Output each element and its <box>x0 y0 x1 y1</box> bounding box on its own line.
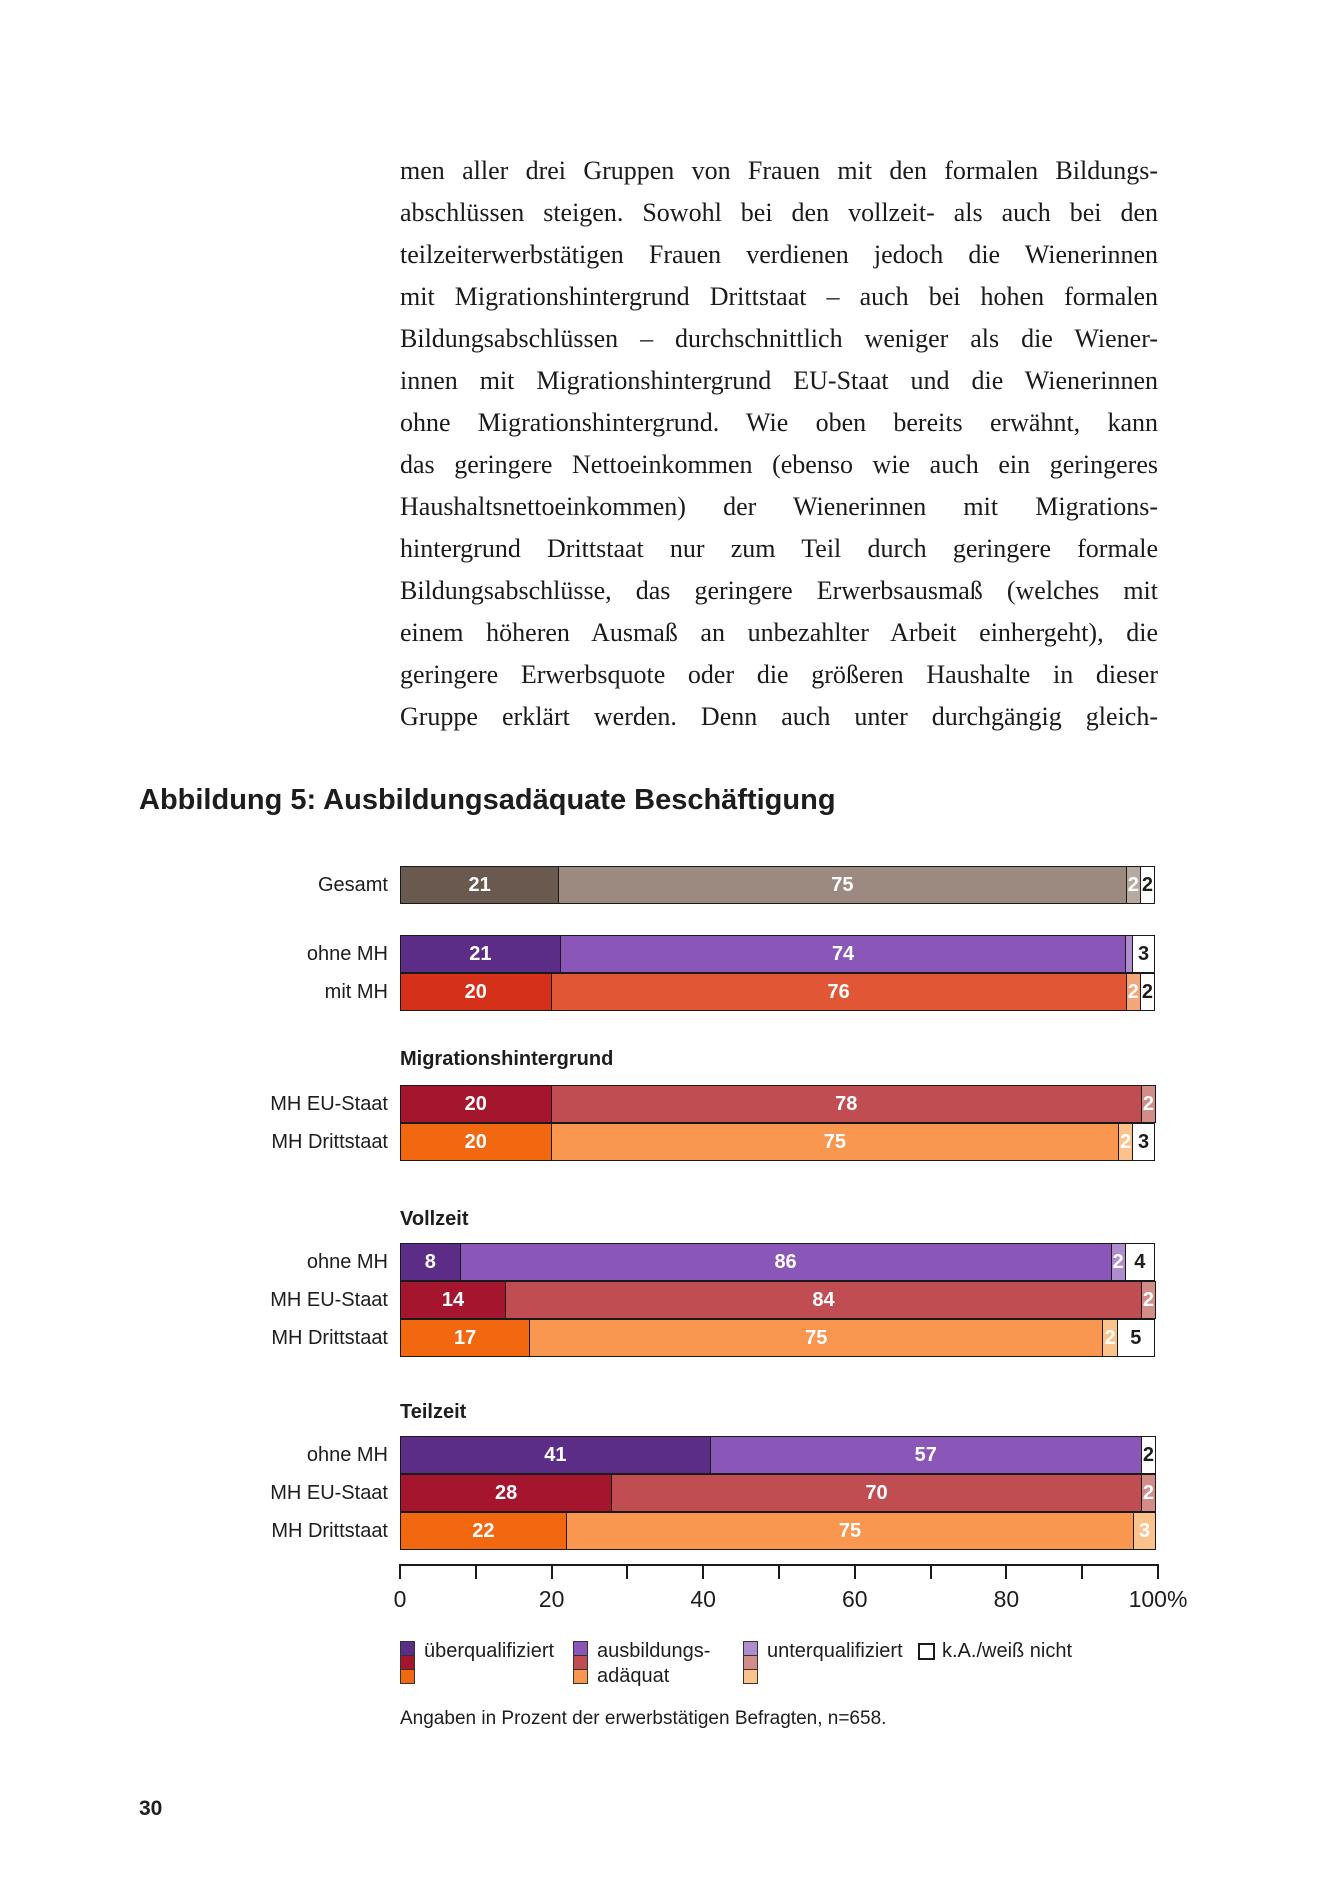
axis-tick <box>778 1564 780 1579</box>
legend-swatch <box>400 1669 415 1684</box>
row-label: MH EU-Staat <box>270 1288 388 1311</box>
text-line: geringere Erwerbsquote oder die größeren Haushalte in dieser <box>400 660 1158 689</box>
stacked-bar <box>400 1281 1158 1319</box>
legend-swatch <box>743 1669 758 1684</box>
bar-segment: 75 <box>566 1512 1135 1550</box>
legend-swatch <box>743 1655 758 1670</box>
text-line: hintergrund Drittstaat nur zum Teil durch geringere formale <box>400 534 1158 563</box>
chart-row <box>0 1243 1158 1281</box>
bar-segment: 41 <box>400 1436 711 1474</box>
row-label: MH Drittstaat <box>271 1130 388 1153</box>
bar-segment: 4 <box>1125 1243 1155 1281</box>
row-label: MH Drittstaat <box>271 1519 388 1542</box>
stacked-bar <box>400 973 1158 1011</box>
bar-segment: 75 <box>558 866 1127 904</box>
bar-segment: 5 <box>1117 1319 1155 1357</box>
axis-tick <box>854 1564 856 1579</box>
bar-segment: 2 <box>1141 1085 1156 1123</box>
legend-swatch-white <box>918 1643 935 1660</box>
stacked-bar <box>400 1512 1158 1550</box>
axis-tick-label: 60 <box>842 1586 868 1612</box>
bar-segment: 8 <box>400 1243 461 1281</box>
bar-segment: 75 <box>551 1123 1120 1161</box>
stacked-bar <box>400 1436 1158 1474</box>
axis-tick <box>551 1564 553 1579</box>
axis-tick-label: 0 <box>393 1586 407 1612</box>
legend-label-line: adäquat <box>597 1665 670 1687</box>
bar-segment: 2 <box>1140 973 1155 1011</box>
bar-segment: 2 <box>1126 973 1141 1011</box>
legend-label <box>942 1639 1072 1664</box>
chart-row <box>0 866 1158 904</box>
axis-tick <box>399 1564 401 1579</box>
legend-label-line: ausbildungs- <box>597 1640 711 1662</box>
text-line: teilzeiterwerbstätigen Frauen verdienen jedoch die Wienerinnen <box>400 240 1158 269</box>
text-line: Gruppe erklärt werden. Denn auch unter durchgängig gleich- <box>400 702 1158 731</box>
axis-tick-label: 40 <box>690 1586 716 1612</box>
legend-swatch-stack <box>743 1642 758 1684</box>
chart-row <box>0 1085 1158 1123</box>
legend-swatch <box>573 1655 588 1670</box>
bar-segment: 17 <box>400 1319 530 1357</box>
bar-segment: 20 <box>400 1123 552 1161</box>
axis-tick-label: 20 <box>538 1586 565 1612</box>
stacked-bar <box>400 866 1158 904</box>
chart-caption: Angaben in Prozent der erwerbstätigen Befragten, n=658. <box>400 1708 887 1729</box>
legend-swatch <box>743 1641 758 1656</box>
axis-tick <box>1081 1564 1083 1579</box>
legend-label <box>767 1639 903 1664</box>
row-label: MH EU-Staat <box>270 1092 388 1115</box>
group-header: Migrationshintergrund <box>400 1048 614 1070</box>
bar-segment: 2 <box>1102 1319 1117 1357</box>
legend-swatch-stack <box>918 1642 935 1660</box>
row-label: Gesamt <box>317 873 388 896</box>
legend-label-line: k.A./weiß nicht <box>942 1640 1073 1662</box>
row-label: MH Drittstaat <box>271 1326 388 1349</box>
bar-segment: 2 <box>1140 866 1155 904</box>
stacked-bar <box>400 1085 1158 1123</box>
text-line: Haushaltsnettoeinkommen) der Wienerinnen mit Migrations- <box>400 492 1158 521</box>
axis-tick <box>930 1564 932 1579</box>
row-label: ohne MH <box>306 1250 388 1273</box>
bar-segment: 20 <box>400 1085 552 1123</box>
stacked-bar <box>400 1123 1158 1161</box>
text-line: Bildungsabschlüssen – durchschnittlich weniger als die Wiener- <box>400 324 1158 353</box>
row-label: ohne MH <box>306 942 388 965</box>
text-line: Bildungsabschlüsse, das geringere Erwerbsausmaß (welches mit <box>400 576 1158 605</box>
bar-segment: 86 <box>460 1243 1112 1281</box>
bar-segment: 28 <box>400 1474 612 1512</box>
chart-row <box>0 1319 1158 1357</box>
row-label: mit MH <box>324 980 388 1003</box>
legend-swatch <box>573 1641 588 1656</box>
chart-row <box>0 1512 1158 1550</box>
text-line: men aller drei Gruppen von Frauen mit den formalen Bildungs- <box>400 156 1158 185</box>
stacked-bar <box>400 1319 1158 1357</box>
legend-label-line: unterqualifiziert <box>767 1640 903 1662</box>
bar-segment: 2 <box>1111 1243 1126 1281</box>
axis-tick-label: 80 <box>993 1586 1020 1612</box>
text-line: einem höheren Ausmaß an unbezahlter Arbeit einhergeht), die <box>400 618 1158 647</box>
axis-tick-label: 100% <box>1128 1586 1188 1612</box>
legend-swatch <box>573 1669 588 1684</box>
text-line: das geringere Nettoeinkommen (ebenso wie auch ein geringeres <box>400 450 1158 479</box>
bar-segment: 21 <box>400 935 561 973</box>
axis-tick <box>1157 1564 1159 1579</box>
bar-segment: 70 <box>611 1474 1142 1512</box>
stacked-bar <box>400 1474 1158 1512</box>
bar-segment: 14 <box>400 1281 506 1319</box>
legend-swatch <box>400 1655 415 1670</box>
chart-row <box>0 1436 1158 1474</box>
legend-label <box>424 1639 554 1664</box>
group-header: Teilzeit <box>400 1401 467 1423</box>
chart-row <box>0 1123 1158 1161</box>
bar-segment: 76 <box>551 973 1127 1011</box>
bar-segment: 3 <box>1133 1512 1156 1550</box>
bar-segment: 75 <box>529 1319 1103 1357</box>
text-line: ohne Migrationshintergrund. Wie oben bereits erwähnt, kann <box>400 408 1158 437</box>
text-line: innen mit Migrationshintergrund EU-Staat und die Wienerinnen <box>400 366 1158 395</box>
chart-legend <box>0 1640 1339 1710</box>
axis-tick <box>1005 1564 1007 1579</box>
chart-row <box>0 1474 1158 1512</box>
stacked-bar <box>400 1243 1158 1281</box>
bar-segment: 20 <box>400 973 552 1011</box>
bar-segment: 21 <box>400 866 559 904</box>
page-number: 30 <box>139 1797 163 1820</box>
axis-tick <box>475 1564 477 1579</box>
bar-segment: 84 <box>505 1281 1142 1319</box>
bar-segment: 2 <box>1141 1436 1156 1474</box>
figure-title: Abbildung 5: Ausbildungsadäquate Beschäftigung <box>139 784 836 816</box>
chart-row <box>0 973 1158 1011</box>
axis-tick <box>702 1564 704 1579</box>
bar-segment: 2 <box>1141 1281 1156 1319</box>
chart-row <box>0 935 1158 973</box>
legend-label-line: überqualifiziert <box>424 1640 555 1662</box>
bar-segment: 74 <box>560 935 1127 973</box>
chart-axis <box>393 1564 1188 1624</box>
row-label: ohne MH <box>306 1443 388 1466</box>
bar-segment: 2 <box>1141 1474 1156 1512</box>
bar-segment: 22 <box>400 1512 567 1550</box>
chart-row <box>0 1281 1158 1319</box>
bar-segment: 78 <box>551 1085 1142 1123</box>
legend-swatch-stack <box>573 1642 588 1684</box>
bar-segment: 2 <box>1118 1123 1133 1161</box>
bar-segment: 3 <box>1132 1123 1155 1161</box>
bar-segment: 3 <box>1132 935 1155 973</box>
text-line: mit Migrationshintergrund Drittstaat – auch bei hohen formalen <box>400 282 1158 311</box>
legend-swatch <box>400 1641 415 1656</box>
body-paragraph <box>400 150 1158 738</box>
axis-tick <box>626 1564 628 1579</box>
row-label: MH EU-Staat <box>270 1481 388 1504</box>
legend-swatch-stack <box>400 1642 415 1684</box>
stacked-bar <box>400 935 1158 973</box>
legend-label <box>597 1639 710 1689</box>
group-header: Vollzeit <box>400 1208 469 1230</box>
bar-segment: 2 <box>1126 866 1141 904</box>
bar-segment: 57 <box>710 1436 1142 1474</box>
text-line: abschlüssen steigen. Sowohl bei den vollzeit- als auch bei den <box>400 198 1158 227</box>
